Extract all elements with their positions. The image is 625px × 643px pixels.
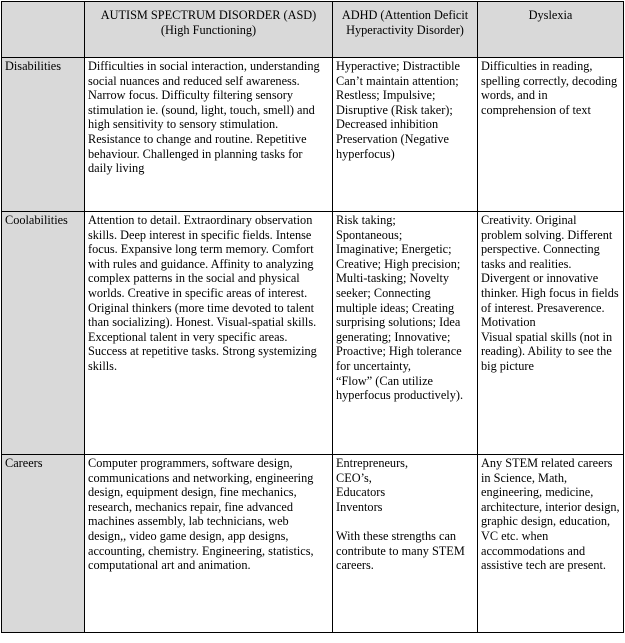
cell-asd-disabilities: Difficulties in social interaction, understanding social nuances and reduced self awareness. Narrow focus. Difficulty filtering sensory stimulation ie. (sound, light, touch, smell) and high sensitivity to sensory stimulation. Resistance to change and routine. Repetitive behaviour. Challenged in planning tasks for daily living <box>85 58 333 212</box>
cell-asd-careers: Computer programmers, software design, communications and networking, engineering design, equipment design, fine mechanics, research, mechanics repair, fine advanced machines assembly, lab technicians, web design,, video game design, app designs, accounting, chemistry. Engineering, statistics, computational art and animation. <box>85 455 333 633</box>
header-adhd: ADHD (Attention Deficit Hyperactivity Disorder) <box>333 2 478 58</box>
header-row <box>2 2 624 58</box>
cell-adhd-disabilities: Hyperactive; Distractible Can’t maintain attention; Restless; Impulsive; Disruptive (Risk taker); Decreased inhibition Preservation (Negative hyperfocus) <box>333 58 478 212</box>
cell-asd-coolabilities: Attention to detail. Extraordinary observation skills. Deep interest in specific fields. Intense focus. Expansive long term memory. Comfort with rules and guidance. Affinity to analyzing complex patterns in the social and physical worlds. Creative in specific areas of interest. Original thinkers (more time devoted to talent than socializing). Honest. Visual-spatial skills. Exceptional talent in very specific areas. Success at repetitive tasks. Strong systemizing skills. <box>85 212 333 455</box>
header-dyslexia: Dyslexia <box>478 2 624 58</box>
header-asd: AUTISM SPECTRUM DISORDER (ASD) (High Functioning) <box>85 2 333 58</box>
table-row-disabilities <box>2 58 624 212</box>
table-row-careers <box>2 455 624 633</box>
cell-dyslexia-disabilities: Difficulties in reading, spelling correctly, decoding words, and in comprehension of text <box>478 58 624 212</box>
table-row-coolabilities <box>2 212 624 455</box>
row-label-disabilities: Disabilities <box>2 58 85 212</box>
cell-adhd-careers: Entrepreneurs, CEO’s, Educators Inventors With these strengths can contribute to many STEM careers. <box>333 455 478 633</box>
cell-adhd-coolabilities: Risk taking; Spontaneous; Imaginative; Energetic; Creative; High precision; Multi-tasking; Novelty seeker; Connecting multiple ideas; Creating surprising solutions; Idea generating; Innovative; Proactive; High tolerance for uncertainty, “Flow” (Can utilize hyperfocus productively). <box>333 212 478 455</box>
comparison-table <box>1 1 624 633</box>
cell-dyslexia-careers: Any STEM related careers in Science, Math, engineering, medicine, architecture, interior design, graphic design, education, VC etc. when accommodations and assistive tech are present. <box>478 455 624 633</box>
header-corner-cell <box>2 2 85 58</box>
row-label-coolabilities: Coolabilities <box>2 212 85 455</box>
row-label-careers: Careers <box>2 455 85 633</box>
cell-dyslexia-coolabilities: Creativity. Original problem solving. Different perspective. Connecting tasks and realities. Divergent or innovative thinker. High focus in fields of interest. Presaverence. Motivation Visual spatial skills (not in reading). Ability to see the big picture <box>478 212 624 455</box>
